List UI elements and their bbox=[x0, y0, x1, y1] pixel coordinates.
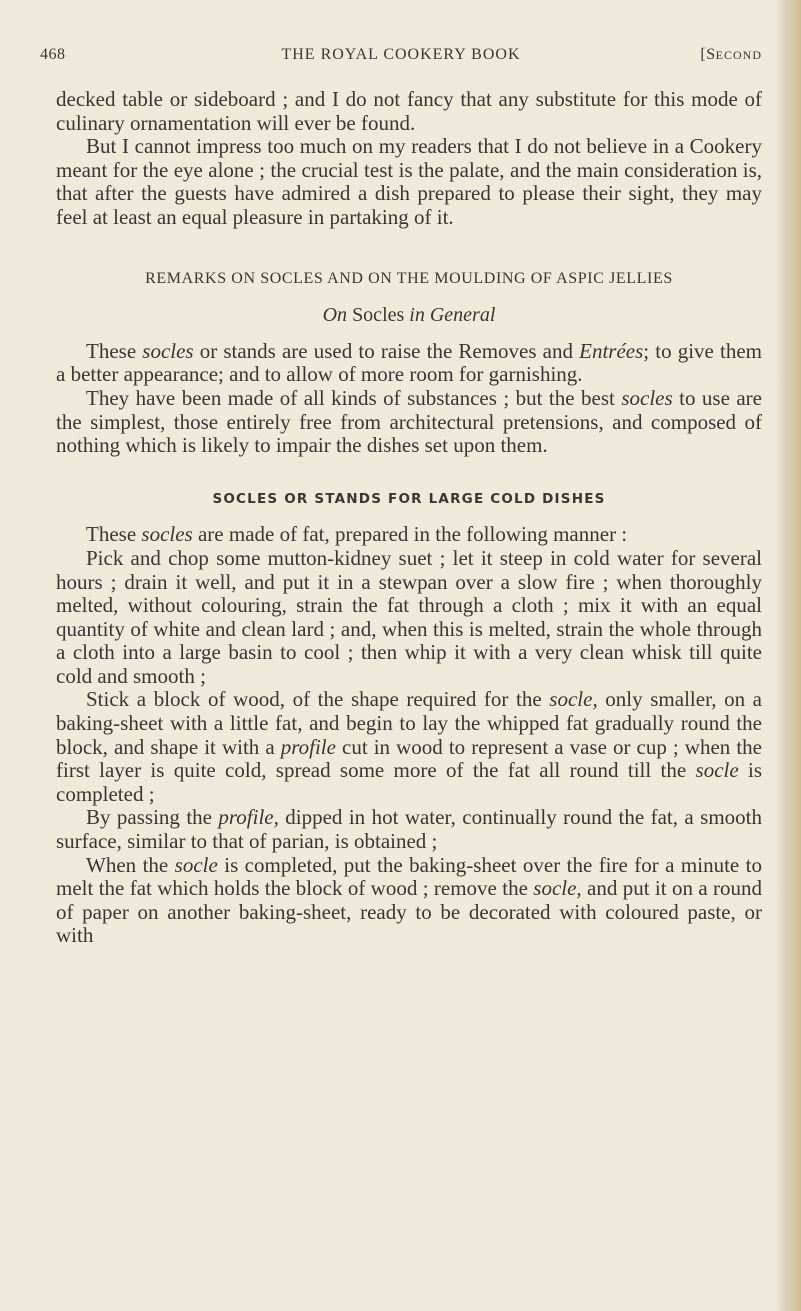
running-header bbox=[40, 46, 762, 74]
page-number: 468 bbox=[40, 46, 66, 63]
body-text bbox=[56, 88, 762, 948]
paragraph: By passing the profile, dipped in hot water, continually round the fat, a smooth surface, similar to that of parian, is obtained ; bbox=[56, 805, 762, 854]
paragraph: But I cannot impress too much on my readers that I do not believe in a Cookery meant for the eye alone ; the crucial test is the palate, and the main consideration is, that after the guests have admired a dish prepared to please their sight, they may feel at least an equal pleasure in partaking of it. bbox=[56, 134, 762, 229]
paragraph: Pick and chop some mutton-kidney suet ; let it steep in cold water for several hours ; drain it well, and put it in a stewpan over a slow fire ; when thoroughly melted, without colouring, strain the fat through a cloth ; mix it with an equal quantity of white and clean lard ; and, when this is melted, strain the whole through a cloth into a large basin to cool ; then whip it with a very clean whisk till quite cold and smooth ; bbox=[56, 545, 762, 688]
paragraph: They have been made of all kinds of substances ; but the best socles to use are the simplest, those entirely free from architectural pretensions, and composed of nothing which is likely to impair the dishes set upon them. bbox=[56, 385, 762, 458]
paragraph: decked table or sideboard ; and I do not fancy that any substitute for this mode of culinary ornamentation will ever be found. bbox=[56, 87, 762, 135]
section-label: [SECOND bbox=[700, 46, 762, 63]
paragraph: These socles are made of fat, prepared in the following manner : bbox=[86, 522, 628, 547]
paragraph: Stick a block of wood, of the shape required for the socle, only smaller, on a baking-sheet with a little fat, and begin to lay the whipped fat gradually round the block, and shape it with a profile cut in wood to represent a vase or cup ; when the first layer is quite cold, spread some more of the fat all round till the socle is completed ; bbox=[56, 687, 763, 806]
section-heading: REMARKS ON SOCLES AND ON THE MOULDING OF ASPIC JELLIES bbox=[145, 269, 673, 287]
page-edge-shadow bbox=[775, 0, 801, 1311]
paragraph: When the socle is completed, put the baking-sheet over the fire for a minute to melt the fat which holds the block of wood ; remove the socle, and put it on a round of paper on another baking-sheet, ready to be decorated with coloured paste, or with bbox=[56, 852, 763, 948]
subheading: On Socles in General bbox=[322, 304, 496, 327]
running-title: THE ROYAL COOKERY BOOK bbox=[281, 46, 521, 63]
section-heading: SOCLES OR STANDS FOR LARGE COLD DISHES bbox=[212, 490, 606, 507]
paragraph: These socles or stands are used to raise the Removes and Entrées; to give them a better appearance; and to allow of more room for garnishing. bbox=[56, 338, 762, 387]
